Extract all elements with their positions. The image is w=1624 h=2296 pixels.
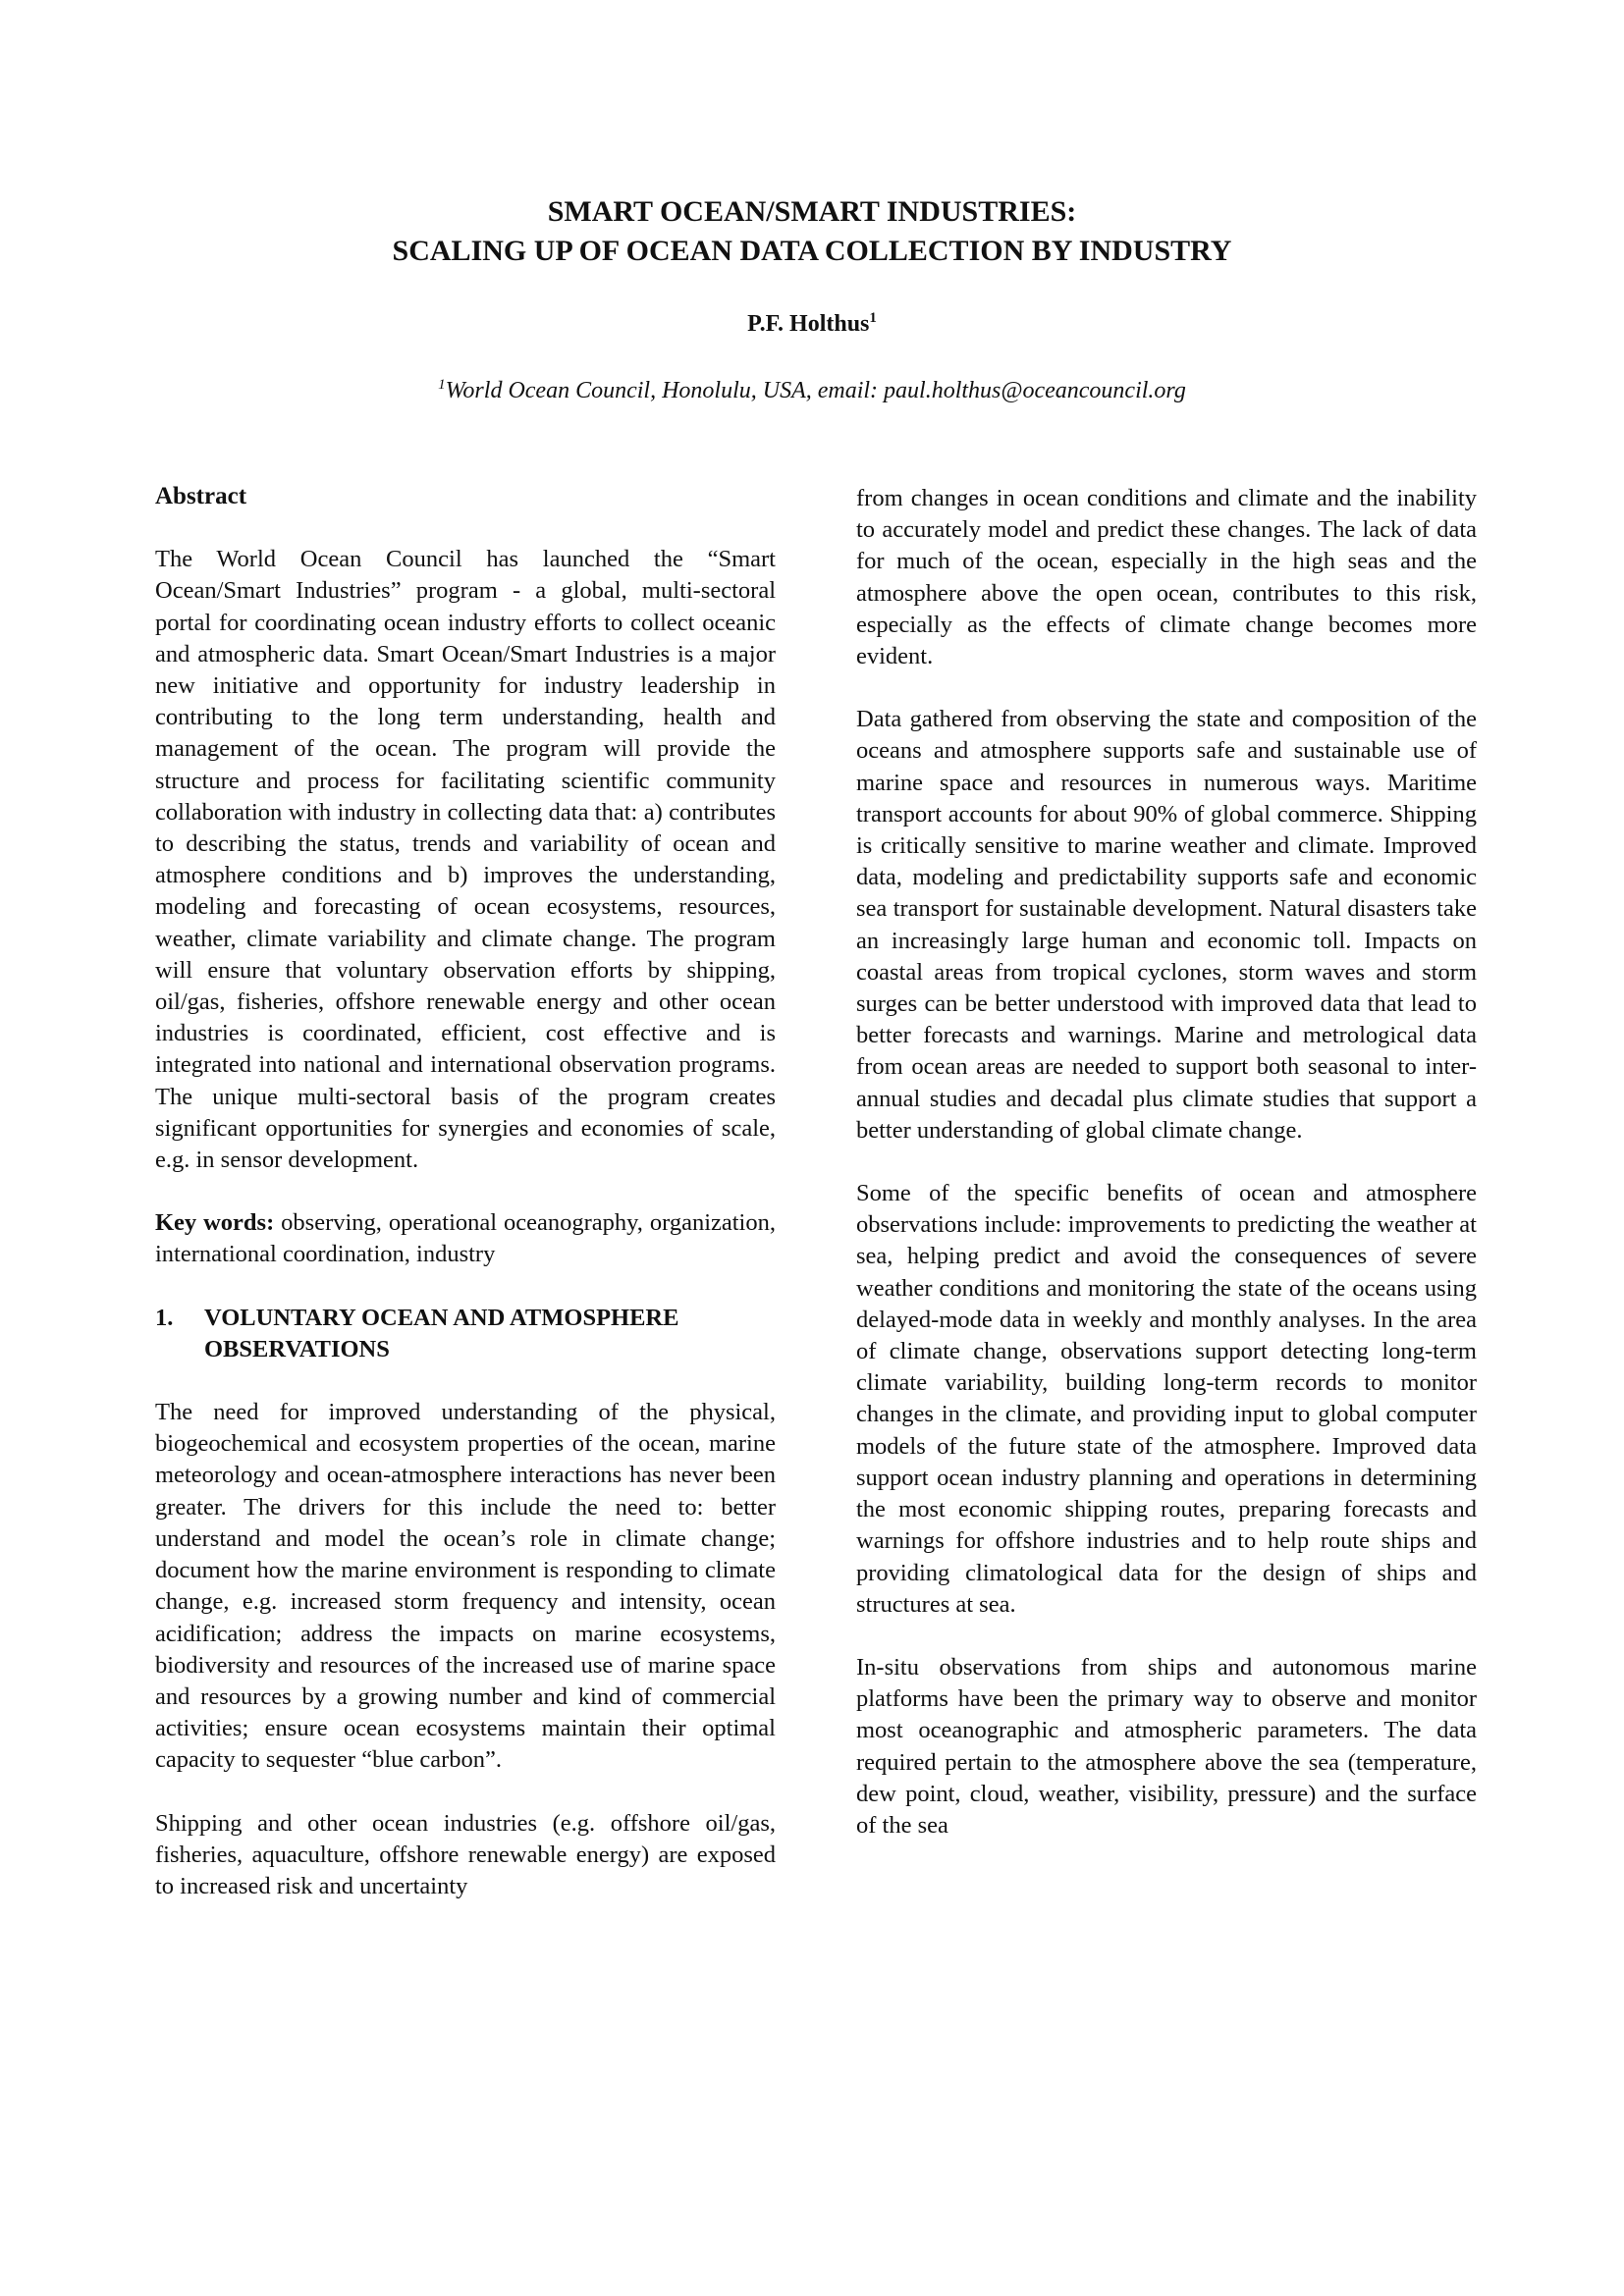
abstract-heading: Abstract	[155, 483, 247, 509]
right-column	[856, 483, 1477, 1873]
section-1-paragraph-4: Some of the specific benefits of ocean and atmosphere observations include: improvements to predicting the weather at sea, helping predict and avoid the consequences of severe weather conditions and monitoring the state of the oceans using delayed-mode data in weekly and monthly analyses. In the area of climate change, observations support detecting long-term climate variability, building long-term records to monitor changes in the climate, and providing input to global computer models of the future state of the atmosphere. Improved data support ocean industry planning and operations in determining the most economic shipping routes, preparing forecasts and warnings for offshore industries and to help route ships and providing climatological data for the design of ships and structures at sea.	[856, 1180, 1477, 1618]
section-1-paragraph-2-start: Shipping and other ocean industries (e.g. offshore oil/gas, fisheries, aquaculture, offshore renewable energy) are exposed to increased risk and uncertainty	[155, 1809, 776, 1899]
author-line	[0, 308, 1624, 340]
keywords	[155, 1207, 776, 1270]
left-column	[155, 481, 776, 1934]
author-name: P.F. Holthus	[747, 311, 870, 337]
affiliation-line	[0, 375, 1624, 406]
section-1-paragraph-2-end: from changes in ocean conditions and climate and the inability to accurately model and predict these changes. The lack of data for much of the ocean, especially in the high seas and the atmosphere above the open ocean, contributes to this risk, especially as the effects of climate change becomes more evident.	[856, 485, 1477, 670]
keywords-text: observing, operational oceanography, organization, international coordination, industry	[155, 1209, 776, 1268]
author-affiliation-marker: 1	[869, 310, 877, 326]
paper-title-line-1: SMART OCEAN/SMART INDUSTRIES:	[547, 195, 1077, 228]
paper-title	[0, 192, 1624, 271]
keywords-label: Key words:	[155, 1209, 275, 1237]
section-1-title: VOLUNTARY OCEAN AND ATMOSPHERE OBSERVATIONS	[204, 1304, 679, 1362]
section-1-paragraph-5: In-situ observations from ships and autonomous marine platforms have been the primary way to observe and monitor most oceanographic and atmospheric parameters. The data required pertain to the atmosphere above the sea (temperature, dew point, cloud, weather, visibility, pressure) and the surface of the sea	[856, 1653, 1477, 1839]
affiliation-marker: 1	[438, 377, 446, 393]
paper-title-line-2: SCALING UP OF OCEAN DATA COLLECTION BY INDUSTRY	[392, 235, 1232, 267]
section-1-paragraph-3: Data gathered from observing the state and composition of the oceans and atmosphere supports safe and sustainable use of marine space and resources in numerous ways. Maritime transport accounts for about 90% of global commerce. Shipping is critically sensitive to marine weather and climate. Improved data, modeling and predictability supports safe and economic sea transport for sustainable development. Natural disasters take an increasingly large human and economic toll. Impacts on coastal areas from tropical cyclones, storm waves and storm surges can be better understood with improved data that lead to better forecasts and warnings. Marine and metrological data from ocean areas are needed to support both seasonal to inter-annual studies and decadal plus climate studies that support a better understanding of global climate change.	[856, 706, 1477, 1144]
section-1-paragraph-1: The need for improved understanding of the physical, biogeochemical and ecosystem properties of the ocean, marine meteorology and ocean-atmosphere interactions has never been greater. The drivers for this include the need to: better understand and model the ocean’s role in climate change; document how the marine environment is responding to climate change, e.g. increased storm frequency and intensity, ocean acidification; address the impacts on marine ecosystems, biodiversity and resources of the increased use of marine space and resources by a growing number and kind of commercial activities; ensure ocean ecosystems maintain their optimal capacity to sequester “blue carbon”.	[155, 1399, 776, 1774]
section-1-heading	[155, 1303, 776, 1365]
affiliation-text: World Ocean Council, Honolulu, USA, email: paul.holthus@oceancouncil.org	[445, 378, 1186, 403]
section-1-number: 1.	[155, 1304, 174, 1331]
abstract-body: The World Ocean Council has launched the “Smart Ocean/Smart Industries” program - a global, multi-sectoral portal for coordinating ocean industry efforts to collect oceanic and atmospheric data. Smart Ocean/Smart Industries is a major new initiative and opportunity for industry leadership in contributing to the long term understanding, health and management of the ocean. The program will provide the structure and process for facilitating scientific community collaboration with industry in collecting data that: a) contributes to describing the status, trends and variability of ocean and atmosphere conditions and b) improves the understanding, modeling and forecasting of ocean ecosystems, resources, weather, climate variability and climate change. The program will ensure that voluntary observation efforts by shipping, oil/gas, fisheries, offshore renewable energy and other ocean industries is coordinated, efficient, cost effective and is integrated into national and international observation programs. The unique multi-sectoral basis of the program creates significant opportunities for synergies and economies of scale, e.g. in sensor development.	[155, 546, 776, 1174]
